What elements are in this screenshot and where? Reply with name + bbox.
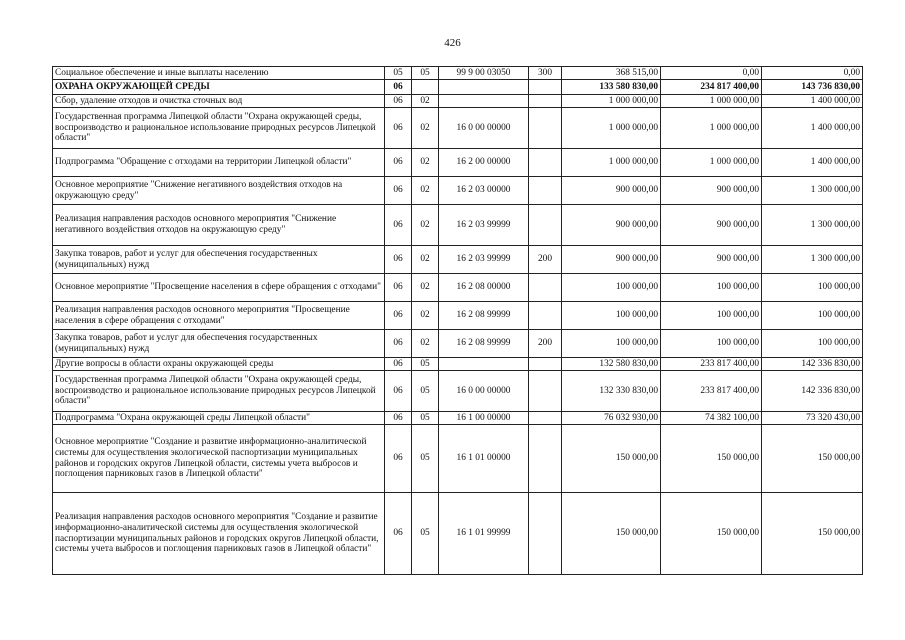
amount-year-3-cell: 150 000,00	[762, 493, 863, 575]
amount-year-3-cell: 1 300 000,00	[762, 177, 863, 205]
section-code-cell: 06	[385, 149, 412, 177]
target-article-cell: 16 1 01 00000	[439, 425, 529, 493]
amount-year-1-cell: 900 000,00	[562, 246, 661, 274]
expense-name-cell: ОХРАНА ОКРУЖАЮЩЕЙ СРЕДЫ	[53, 80, 385, 95]
table-row	[53, 246, 863, 274]
expense-type-cell	[529, 149, 562, 177]
expense-type-cell	[529, 80, 562, 95]
amount-year-1-cell: 100 000,00	[562, 302, 661, 330]
subsection-code-cell: 05	[412, 67, 439, 80]
expense-type-cell: 200	[529, 246, 562, 274]
amount-year-1-cell: 150 000,00	[562, 493, 661, 575]
expense-type-cell	[529, 205, 562, 246]
section-code-cell: 06	[385, 177, 412, 205]
amount-year-1-cell: 1 000 000,00	[562, 149, 661, 177]
expense-type-cell	[529, 493, 562, 575]
amount-year-1-cell: 132 580 830,00	[562, 358, 661, 371]
amount-year-3-cell: 0,00	[762, 67, 863, 80]
expense-type-cell	[529, 425, 562, 493]
expense-name-cell: Основное мероприятие "Снижение негативного воздействия отходов на окружающую среду"	[53, 177, 385, 205]
table-row	[53, 149, 863, 177]
subsection-code-cell: 05	[412, 412, 439, 425]
table-row	[53, 274, 863, 302]
table-row	[53, 177, 863, 205]
amount-year-2-cell: 74 382 100,00	[661, 412, 762, 425]
expense-type-cell	[529, 95, 562, 108]
target-article-cell: 16 0 00 00000	[439, 371, 529, 412]
amount-year-2-cell: 900 000,00	[661, 205, 762, 246]
expense-type-cell	[529, 302, 562, 330]
section-code-cell: 06	[385, 108, 412, 149]
amount-year-1-cell: 100 000,00	[562, 330, 661, 358]
amount-year-1-cell: 100 000,00	[562, 274, 661, 302]
amount-year-1-cell: 1 000 000,00	[562, 108, 661, 149]
subsection-code-cell: 05	[412, 493, 439, 575]
amount-year-3-cell: 142 336 830,00	[762, 371, 863, 412]
amount-year-2-cell: 100 000,00	[661, 274, 762, 302]
subsection-code-cell: 02	[412, 177, 439, 205]
amount-year-1-cell: 900 000,00	[562, 177, 661, 205]
expense-name-cell: Основное мероприятие "Просвещение населения в сфере обращения с отходами"	[53, 274, 385, 302]
target-article-cell: 16 2 03 00000	[439, 177, 529, 205]
amount-year-3-cell: 1 400 000,00	[762, 95, 863, 108]
subsection-code-cell: 02	[412, 95, 439, 108]
section-code-cell: 06	[385, 302, 412, 330]
subsection-code-cell: 02	[412, 274, 439, 302]
amount-year-3-cell: 142 336 830,00	[762, 358, 863, 371]
expense-type-cell: 200	[529, 330, 562, 358]
amount-year-2-cell: 233 817 400,00	[661, 371, 762, 412]
amount-year-3-cell: 100 000,00	[762, 302, 863, 330]
subsection-code-cell	[412, 80, 439, 95]
amount-year-1-cell: 76 032 930,00	[562, 412, 661, 425]
target-article-cell	[439, 358, 529, 371]
amount-year-2-cell: 100 000,00	[661, 302, 762, 330]
amount-year-3-cell: 143 736 830,00	[762, 80, 863, 95]
subsection-code-cell: 02	[412, 330, 439, 358]
amount-year-1-cell: 1 000 000,00	[562, 95, 661, 108]
table-body	[53, 67, 863, 575]
expense-name-cell: Подпрограмма "Охрана окружающей среды Липецкой области"	[53, 412, 385, 425]
expense-type-cell	[529, 274, 562, 302]
table-row	[53, 80, 863, 95]
subsection-code-cell: 05	[412, 358, 439, 371]
amount-year-1-cell: 150 000,00	[562, 425, 661, 493]
table-row	[53, 330, 863, 358]
amount-year-2-cell: 900 000,00	[661, 246, 762, 274]
amount-year-2-cell: 150 000,00	[661, 425, 762, 493]
table-row	[53, 358, 863, 371]
target-article-cell: 99 9 00 03050	[439, 67, 529, 80]
amount-year-1-cell: 900 000,00	[562, 205, 661, 246]
budget-table	[52, 66, 863, 575]
expense-name-cell: Закупка товаров, работ и услуг для обеспечения государственных (муниципальных) нужд	[53, 246, 385, 274]
amount-year-1-cell: 133 580 830,00	[562, 80, 661, 95]
subsection-code-cell: 05	[412, 425, 439, 493]
expense-type-cell	[529, 358, 562, 371]
expense-name-cell: Закупка товаров, работ и услуг для обеспечения государственных (муниципальных) нужд	[53, 330, 385, 358]
section-code-cell: 06	[385, 358, 412, 371]
table-row	[53, 67, 863, 80]
subsection-code-cell: 02	[412, 149, 439, 177]
amount-year-3-cell: 1 300 000,00	[762, 246, 863, 274]
amount-year-2-cell: 150 000,00	[661, 493, 762, 575]
amount-year-2-cell: 233 817 400,00	[661, 358, 762, 371]
amount-year-3-cell: 73 320 430,00	[762, 412, 863, 425]
expense-name-cell: Сбор, удаление отходов и очистка сточных вод	[53, 95, 385, 108]
amount-year-1-cell: 368 515,00	[562, 67, 661, 80]
table-row	[53, 412, 863, 425]
expense-name-cell: Государственная программа Липецкой области "Охрана окружающей среды, воспроизводство и рациональное использование природных ресурсов Липецкой области"	[53, 108, 385, 149]
target-article-cell: 16 1 01 99999	[439, 493, 529, 575]
target-article-cell	[439, 95, 529, 108]
expense-type-cell: 300	[529, 67, 562, 80]
target-article-cell: 16 2 08 00000	[439, 274, 529, 302]
subsection-code-cell: 05	[412, 371, 439, 412]
subsection-code-cell: 02	[412, 246, 439, 274]
expense-name-cell: Основное мероприятие "Создание и развитие информационно-аналитической системы для осуществления экологической паспортизации муниципальных районов и городских округов Липецкой области, системы учета выбросов и поглощения парниковых газов в Липецкой области"	[53, 425, 385, 493]
amount-year-2-cell: 900 000,00	[661, 177, 762, 205]
page-number: 426	[444, 37, 461, 49]
subsection-code-cell: 02	[412, 108, 439, 149]
expense-type-cell	[529, 177, 562, 205]
expense-type-cell	[529, 108, 562, 149]
target-article-cell: 16 2 08 99999	[439, 302, 529, 330]
section-code-cell: 06	[385, 95, 412, 108]
amount-year-2-cell: 1 000 000,00	[661, 95, 762, 108]
amount-year-3-cell: 1 400 000,00	[762, 108, 863, 149]
section-code-cell: 06	[385, 412, 412, 425]
target-article-cell: 16 2 03 99999	[439, 205, 529, 246]
target-article-cell: 16 1 00 00000	[439, 412, 529, 425]
amount-year-3-cell: 1 300 000,00	[762, 205, 863, 246]
table-row	[53, 95, 863, 108]
section-code-cell: 06	[385, 371, 412, 412]
table-row	[53, 108, 863, 149]
expense-name-cell: Реализация направления расходов основного мероприятия "Создание и развитие информационно-аналитической системы для осуществления экологической паспортизации муниципальных районов и городских округов Липецкой области, системы учета выбросов и поглощения парниковых газов в Липецкой области"	[53, 493, 385, 575]
section-code-cell: 06	[385, 80, 412, 95]
table-row	[53, 205, 863, 246]
section-code-cell: 06	[385, 493, 412, 575]
target-article-cell: 16 0 00 00000	[439, 108, 529, 149]
table-row	[53, 302, 863, 330]
section-code-cell: 06	[385, 246, 412, 274]
table-row	[53, 371, 863, 412]
amount-year-2-cell: 1 000 000,00	[661, 149, 762, 177]
target-article-cell	[439, 80, 529, 95]
amount-year-3-cell: 150 000,00	[762, 425, 863, 493]
amount-year-1-cell: 132 330 830,00	[562, 371, 661, 412]
table-row	[53, 425, 863, 493]
target-article-cell: 16 2 03 99999	[439, 246, 529, 274]
expense-name-cell: Реализация направления расходов основного мероприятия "Просвещение населения в сфере обращения с отходами"	[53, 302, 385, 330]
target-article-cell: 16 2 08 99999	[439, 330, 529, 358]
amount-year-2-cell: 100 000,00	[661, 330, 762, 358]
expense-type-cell	[529, 412, 562, 425]
amount-year-2-cell: 0,00	[661, 67, 762, 80]
amount-year-3-cell: 100 000,00	[762, 330, 863, 358]
section-code-cell: 06	[385, 425, 412, 493]
section-code-cell: 06	[385, 274, 412, 302]
expense-name-cell: Социальное обеспечение и иные выплаты населению	[53, 67, 385, 80]
expense-name-cell: Государственная программа Липецкой области "Охрана окружающей среды, воспроизводство и рациональное использование природных ресурсов Липецкой области"	[53, 371, 385, 412]
section-code-cell: 06	[385, 330, 412, 358]
amount-year-2-cell: 1 000 000,00	[661, 108, 762, 149]
expense-name-cell: Подпрограмма "Обращение с отходами на территории Липецкой области"	[53, 149, 385, 177]
section-code-cell: 05	[385, 67, 412, 80]
target-article-cell: 16 2 00 00000	[439, 149, 529, 177]
amount-year-2-cell: 234 817 400,00	[661, 80, 762, 95]
section-code-cell: 06	[385, 205, 412, 246]
subsection-code-cell: 02	[412, 302, 439, 330]
expense-name-cell: Другие вопросы в области охраны окружающей среды	[53, 358, 385, 371]
expense-name-cell: Реализация направления расходов основного мероприятия "Снижение негативного воздействия отходов на окружающую среду"	[53, 205, 385, 246]
amount-year-3-cell: 1 400 000,00	[762, 149, 863, 177]
amount-year-3-cell: 100 000,00	[762, 274, 863, 302]
subsection-code-cell: 02	[412, 205, 439, 246]
expense-type-cell	[529, 371, 562, 412]
table-row	[53, 493, 863, 575]
